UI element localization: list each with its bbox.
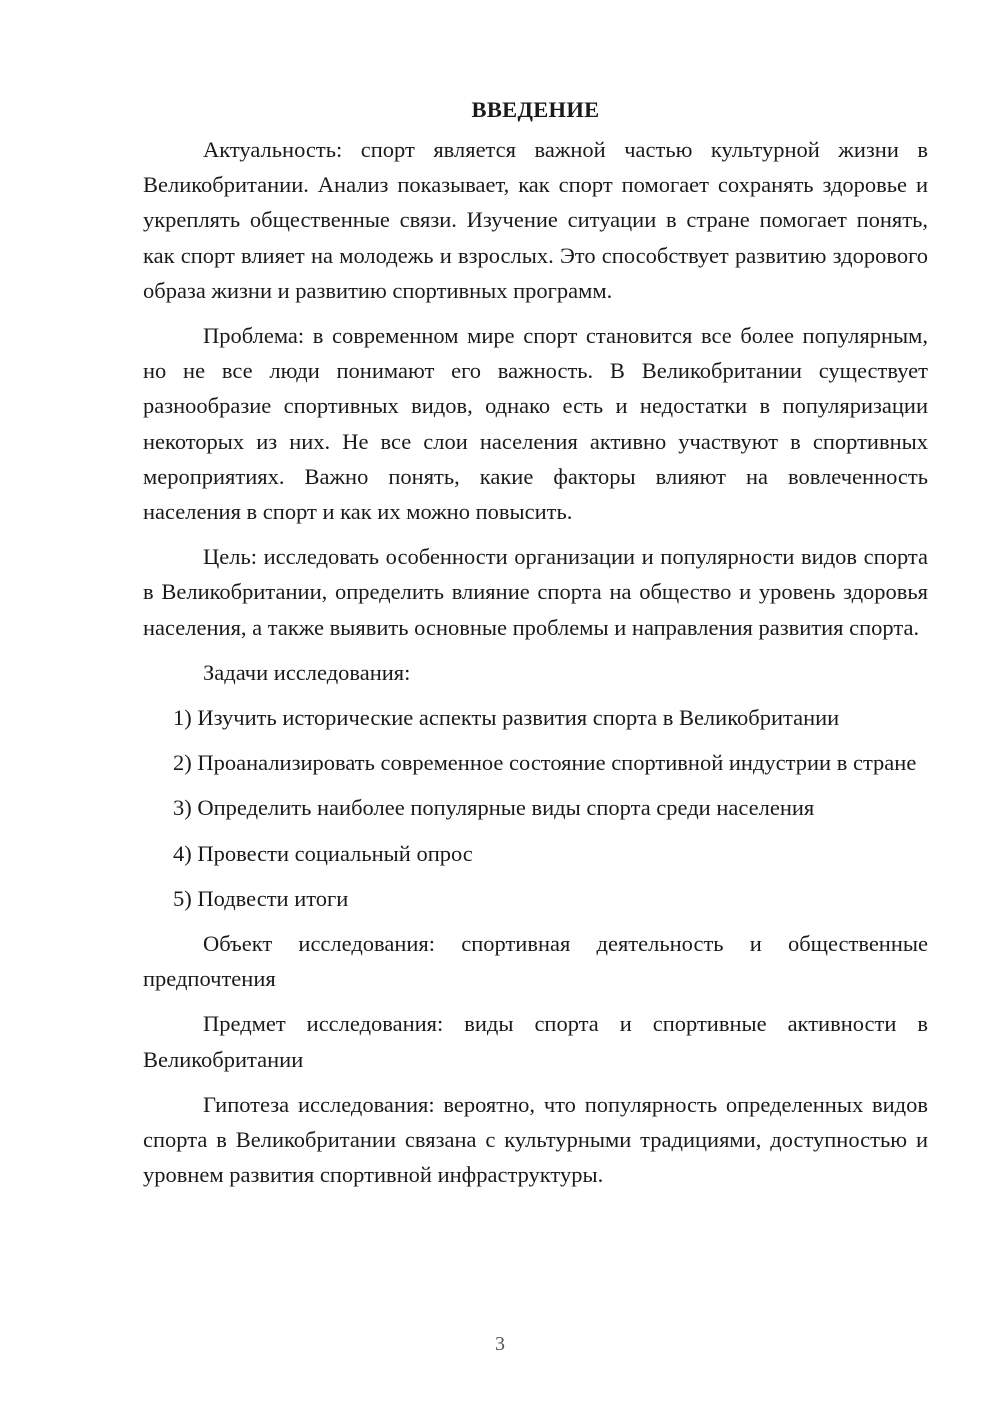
tasks-heading: Задачи исследования: <box>203 659 411 685</box>
goal-paragraph: Цель: исследовать особенности организации и популярности видов спорта в Великобритании, определить влияние спорта на общество и уровень здоровья населения, а также выявить основные проблемы и направления развития спорта. <box>143 544 928 640</box>
document-page <box>143 92 928 1202</box>
object-paragraph: Объект исследования: спортивная деятельность и общественные предпочтения <box>143 931 928 992</box>
task-item: 5) Подвести итоги <box>173 885 349 911</box>
relevance-paragraph: Актуальность: спорт является важной частью культурной жизни в Великобритании. Анализ показывает, как спорт помогает сохранять здоровье и укреплять общественные связи. Изучение ситуации в стране помогает понять, как спорт влияет на молодежь и взрослых. Это способствует развитию здорового образа жизни и развитию спортивных программ. <box>143 137 928 303</box>
task-item: 2) Проанализировать современное состояние спортивной индустрии в стране <box>173 750 917 776</box>
subject-paragraph: Предмет исследования: виды спорта и спортивные активности в Великобритании <box>143 1011 928 1072</box>
task-item: 1) Изучить исторические аспекты развития спорта в Великобритании <box>173 705 840 731</box>
page-title: ВВЕДЕНИЕ <box>471 97 600 122</box>
page-number: 3 <box>495 1333 505 1355</box>
hypothesis-paragraph: Гипотеза исследования: вероятно, что популярность определенных видов спорта в Великобритании связана с культурными традициями, доступностью и уровнем развития спортивной инфраструктуры. <box>143 1091 928 1188</box>
task-item: 4) Провести социальный опрос <box>173 840 473 866</box>
tasks-list <box>143 700 928 916</box>
task-item: 3) Определить наиболее популярные виды спорта среди населения <box>173 795 815 821</box>
problem-paragraph: Проблема: в современном мире спорт становится все более популярным, но не все люди понимают его важность. В Великобритании существует разнообразие спортивных видов, однако есть и недостатки в популяризации некоторых из них. Не все слои населения активно участвуют в спортивных мероприятиях. Важно понять, какие факторы влияют на вовлеченность населения в спорт и как их можно повысить. <box>143 323 928 525</box>
